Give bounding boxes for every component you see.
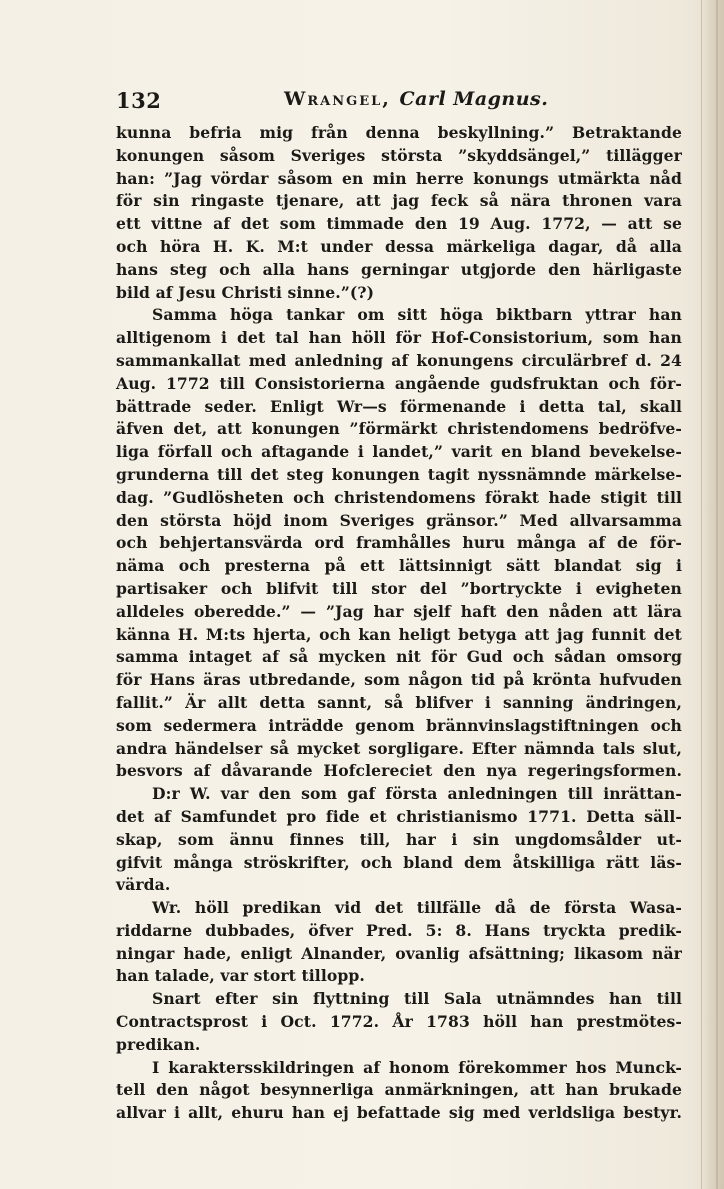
text-line: Samma höga tankar om sitt höga biktbarn yttrar han [152, 305, 682, 325]
text-line: konungen såsom Sveriges största ”skyddsängel,” tillägger [116, 145, 682, 165]
text-line: samma intaget af så mycken nit för Gud och sådan omsorg [116, 647, 682, 667]
text-line: ett vittne af det som timmade den 19 Aug. 1772, — att se [116, 214, 682, 234]
text-line: han talade, var stort tillopp. [116, 966, 365, 986]
text-line: liga förfall och aftagande i landet,” varit en bland bevekelse- [116, 442, 682, 462]
page-header [116, 88, 656, 114]
text-line: Snart efter sin flyttning till Sala utnämndes han till [152, 989, 682, 1009]
text-line: värda. [116, 875, 171, 895]
binding-line [716, 0, 718, 1189]
text-line: allvar i allt, ehuru han ej befattade sig med verldsliga bestyr. [116, 1103, 682, 1123]
text-line: andra händelser så mycket sorgligare. Efter nämnda tals slut, [116, 738, 682, 758]
text-line: tell den något besynnerliga anmärkningen, att han brukade [116, 1080, 682, 1100]
text-line: dag. ”Gudlösheten och christendomens förakt hade stigit till [116, 487, 682, 507]
text-line: Wr. höll predikan vid det tillfälle då de första Wasa- [152, 898, 682, 918]
running-head-name: Wrangel, [284, 88, 391, 110]
text-line: äfven det, att konungen ”förmärkt christendomens bedröfve- [116, 419, 682, 439]
text-line: alldeles oberedde.” — ”Jag har sjelf haft den nåden att lära [116, 601, 682, 621]
text-line: och höra H. K. M:t under dessa märkeliga dagar, då alla [116, 236, 682, 256]
text-line: som sedermera inträdde genom brännvinslagstiftningen och [116, 715, 682, 735]
text-line: näma och presterna på ett lättsinnigt sätt blandat sig i [116, 556, 682, 576]
text-line: ningar hade, enligt Alnander, ovanlig afsättning; likasom när [116, 943, 682, 963]
running-head-given-names: Carl Magnus. [399, 88, 549, 110]
text-line: gifvit många ströskrifter, och bland dem åtskilliga rätt läs- [116, 852, 682, 872]
text-line: den största höjd inom Sveriges gränsor.” Med allvarsamma [116, 510, 682, 530]
text-line: alltigenom i det tal han höll för Hof-Consistorium, som han [116, 328, 682, 348]
text-line: och behjertansvärda ord framhålles huru många af de för- [116, 533, 682, 553]
text-line: predikan. [116, 1034, 201, 1054]
text-line: grunderna till det steg konungen tagit nyssnämnde märkelse- [116, 464, 682, 484]
text-line: Aug. 1772 till Consistorierna angående gudsfruktan och för- [116, 373, 682, 393]
page-number: 132 [116, 88, 162, 113]
text-line: I karaktersskildringen af honom förekommer hos Munck- [152, 1057, 682, 1077]
text-line: sammankallat med anledning af konungens circulärbref d. 24 [116, 350, 682, 370]
text-line: bild af Jesu Christi sinne.”(?) [116, 282, 375, 302]
running-head [284, 88, 548, 110]
text-line: D:r W. var den som gaf första anledningen till inrättan- [152, 784, 682, 804]
text-line: riddarne dubbades, öfver Pred. 5: 8. Hans tryckta predik- [116, 920, 682, 940]
text-line: för sin ringaste tjenare, att jag feck så nära thronen vara [116, 191, 682, 211]
text-line: skap, som ännu finnes till, har i sin ungdomsålder ut- [116, 829, 682, 849]
text-line: Contractsprost i Oct. 1772. År 1783 höll han prestmötes- [116, 1012, 682, 1032]
page-edge [701, 0, 724, 1189]
text-line: det af Samfundet pro fide et christianismo 1771. Detta säll- [116, 806, 682, 826]
text-line: partisaker och blifvit till stor del ”bortryckte i evigheten [116, 578, 682, 598]
text-line: känna H. M:ts hjerta, och kan heligt betyga att jag funnit det [116, 624, 682, 644]
text-line: för Hans äras utbredande, som någon tid på krönta hufvuden [116, 670, 682, 690]
text-line: hans steg och alla hans gerningar utgjorde den härligaste [116, 259, 682, 279]
text-line: han: ”Jag vördar såsom en min herre konungs utmärkta nåd [116, 168, 682, 188]
text-line: besvors af dåvarande Hofclereciet den nya regeringsformen. [116, 761, 682, 781]
body-text [116, 122, 682, 1125]
text-line: bättrade seder. Enligt Wr—s förmenande i detta tal, skall [116, 396, 682, 416]
text-line: fallit.” Är allt detta sannt, så blifver i sanning ändringen, [116, 692, 682, 712]
text-line: kunna befria mig från denna beskyllning.” Betraktande [116, 123, 682, 142]
